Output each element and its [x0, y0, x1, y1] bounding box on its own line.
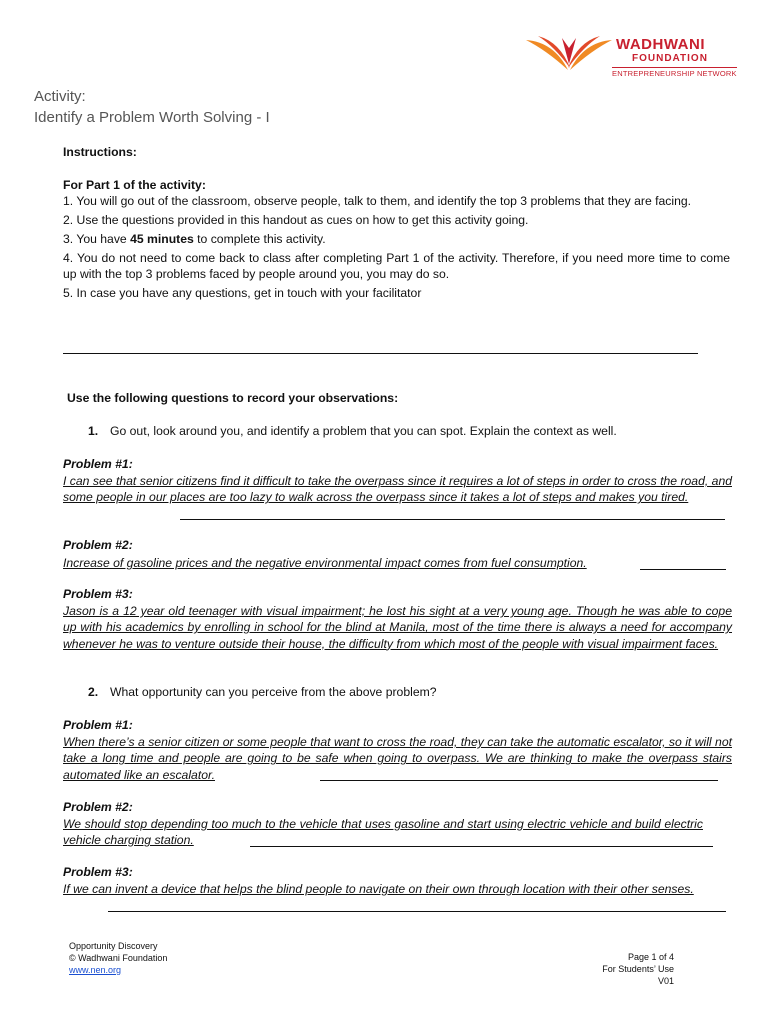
- footer-left: [69, 940, 167, 976]
- footer-right: [602, 951, 674, 987]
- answer-rule: [250, 846, 713, 847]
- observations-heading: Use the following questions to record your observations:: [67, 391, 399, 405]
- q1-problem1-label: Problem #1:: [63, 457, 133, 471]
- question-1: 1. Go out, look around you, and identify a problem that you can spot. Explain the context as well.: [88, 424, 617, 438]
- answer-rule: [180, 519, 725, 520]
- instruction-item: 2. Use the questions provided in this handout as cues on how to get this activity going.: [63, 213, 529, 227]
- audience-label: For Students’ Use: [602, 964, 674, 974]
- question-2: 2. What opportunity can you perceive from the above problem?: [88, 685, 437, 699]
- q1-problem2-label: Problem #2:: [63, 538, 133, 552]
- q2-problem2-answer: We should stop depending too much to the vehicle that uses gasoline and start using electric vehicle and build electric vehicle charging station.: [63, 817, 703, 848]
- answer-rule: [108, 911, 726, 912]
- answer-rule: [320, 780, 718, 781]
- page-number: Page 1 of 4: [627, 952, 674, 962]
- q2-problem3-answer: If we can invent a device that helps the blind people to navigate on their own through location with their other senses.: [63, 882, 694, 896]
- instruction-item: 1. You will go out of the classroom, observe people, talk to them, and identify the top 3 problems that they are facing.: [63, 194, 692, 208]
- q1-problem1-answer: I can see that senior citizens find it difficult to take the overpass since it requires a lot of steps in order to cross the road, and some people in our places are too lazy to walk across the overpass since it takes a lot of steps and makes you tired.: [63, 474, 732, 505]
- activity-label: Activity:: [34, 88, 86, 105]
- answer-rule: [640, 569, 726, 570]
- version-label: V01: [657, 976, 674, 986]
- q2-problem1-answer: When there’s a senior citizen or some people that want to cross the road, they can take the automatic escalator, so it will not take a long time and people are going to be safe when going to overpass. We are thinking to make the overpass stairs automated like an escalator.: [63, 735, 732, 782]
- q1-problem3-answer: Jason is a 12 year old teenager with visual impairment; he lost his sight at a very young age. Though he was able to cope up with his academics by enrolling in school for the blind at Manila, most of the time there is always a need for accompany whenever he was to venture outside their house, the difficulty from which most of the people with visual impairment faces.: [63, 604, 732, 651]
- footer-copyright: © Wadhwani Foundation: [69, 953, 168, 963]
- divider: [63, 353, 698, 354]
- q2-problem3-label: Problem #3:: [63, 865, 133, 879]
- instruction-item: 4. You do not need to come back to class after completing Part 1 of the activity. Therefore, if you need more time to come up with the top 3 problems faced by people around you, you may do so.: [63, 251, 730, 281]
- q2-problem2-label: Problem #2:: [63, 800, 133, 814]
- logo-brand: WADHWANI: [616, 36, 705, 53]
- q1-problem3-label: Problem #3:: [63, 587, 133, 601]
- instruction-item: 3. You have 45 minutes to complete this activity.: [63, 232, 326, 246]
- part1-heading: For Part 1 of the activity:: [63, 178, 206, 192]
- instructions-list: [63, 193, 730, 304]
- q1-problem2-answer: Increase of gasoline prices and the negative environmental impact comes from fuel consumption.: [63, 556, 587, 570]
- page-title: Identify a Problem Worth Solving - I: [34, 109, 270, 126]
- wadhwani-flame-icon: [524, 34, 614, 74]
- logo-foundation: FOUNDATION: [632, 53, 708, 64]
- wadhwani-logo: [524, 30, 754, 80]
- q2-problem1-label: Problem #1:: [63, 718, 133, 732]
- logo-network: ENTREPRENEURSHIP NETWORK: [612, 69, 737, 78]
- footer-course: Opportunity Discovery: [69, 941, 158, 951]
- footer-link[interactable]: www.nen.org: [69, 965, 122, 975]
- instruction-item: 5. In case you have any questions, get in touch with your facilitator: [63, 286, 422, 300]
- instructions-heading: Instructions:: [63, 145, 137, 159]
